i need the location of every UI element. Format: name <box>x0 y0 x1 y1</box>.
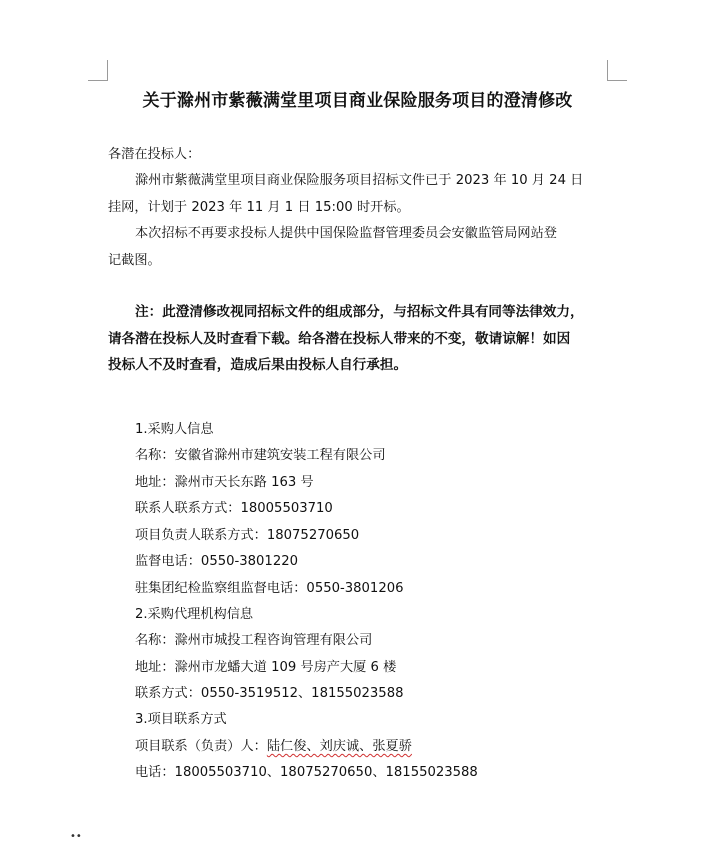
document-title: 关于滁州市紫薇满堂里项目商业保险服务项目的澄清修改 <box>142 91 573 111</box>
agency-contact: 联系方式：0550-3519512、18155023588 <box>135 686 404 701</box>
note-line-1: 注：此澄清修改视同招标文件的组成部分，与招标文件具有同等法律效力， <box>135 304 584 320</box>
agency-name: 名称：滁州市城投工程咨询管理有限公司 <box>135 633 373 648</box>
purchaser-contact: 联系人联系方式：18005503710 <box>135 501 333 516</box>
paragraph-1-line-2: 挂网，计划于 2023 年 11 月 1 日 15:00 时开标。 <box>108 200 410 215</box>
paragraph-1-line-1: 滁州市紫薇满堂里项目商业保险服务项目招标文件已于 2023 年 10 月 24 日 <box>135 173 584 188</box>
note-line-2: 请各潜在投标人及时查看下载。给各潜在投标人带来的不变，敬请谅解！如因 <box>108 331 571 347</box>
purchaser-discipline-phone: 驻集团纪检监察组监督电话：0550-3801206 <box>135 581 404 596</box>
project-contact-names: 陆仁俊、刘庆诚、张夏骄 <box>266 739 412 754</box>
paragraph-2-line-1: 本次招标不再要求投标人提供中国保险监督管理委员会安徽监管局网站登 <box>135 226 557 241</box>
purchaser-heading: 1.采购人信息 <box>135 422 214 437</box>
purchaser-address: 地址：滁州市天长东路 163 号 <box>135 475 314 490</box>
project-contact-person <box>135 737 412 757</box>
crop-mark-top-left-vertical <box>107 60 108 81</box>
note-line-3: 投标人不及时查看，造成后果由投标人自行承担。 <box>108 357 408 373</box>
project-contact-prefix: 项目联系（负责）人： <box>135 739 267 754</box>
crop-mark-top-right-horizontal <box>607 80 627 81</box>
crop-mark-top-left-horizontal <box>88 80 108 81</box>
footer-marker: •• <box>70 831 82 842</box>
purchaser-name: 名称：安徽省滁州市建筑安装工程有限公司 <box>135 448 386 463</box>
purchaser-project-lead: 项目负责人联系方式：18075270650 <box>135 528 360 543</box>
purchaser-supervision-phone: 监督电话：0550-3801220 <box>135 554 298 569</box>
project-heading: 3.项目联系方式 <box>135 712 227 727</box>
project-phone: 电话：18005503710、18075270650、18155023588 <box>135 765 478 780</box>
salutation: 各潜在投标人： <box>108 147 201 162</box>
paragraph-2-line-2: 记截图。 <box>108 253 161 268</box>
agency-heading: 2.采购代理机构信息 <box>135 607 254 622</box>
agency-address: 地址：滁州市龙蟠大道 109 号房产大厦 6 楼 <box>135 660 397 675</box>
crop-mark-top-right-vertical <box>607 60 608 81</box>
